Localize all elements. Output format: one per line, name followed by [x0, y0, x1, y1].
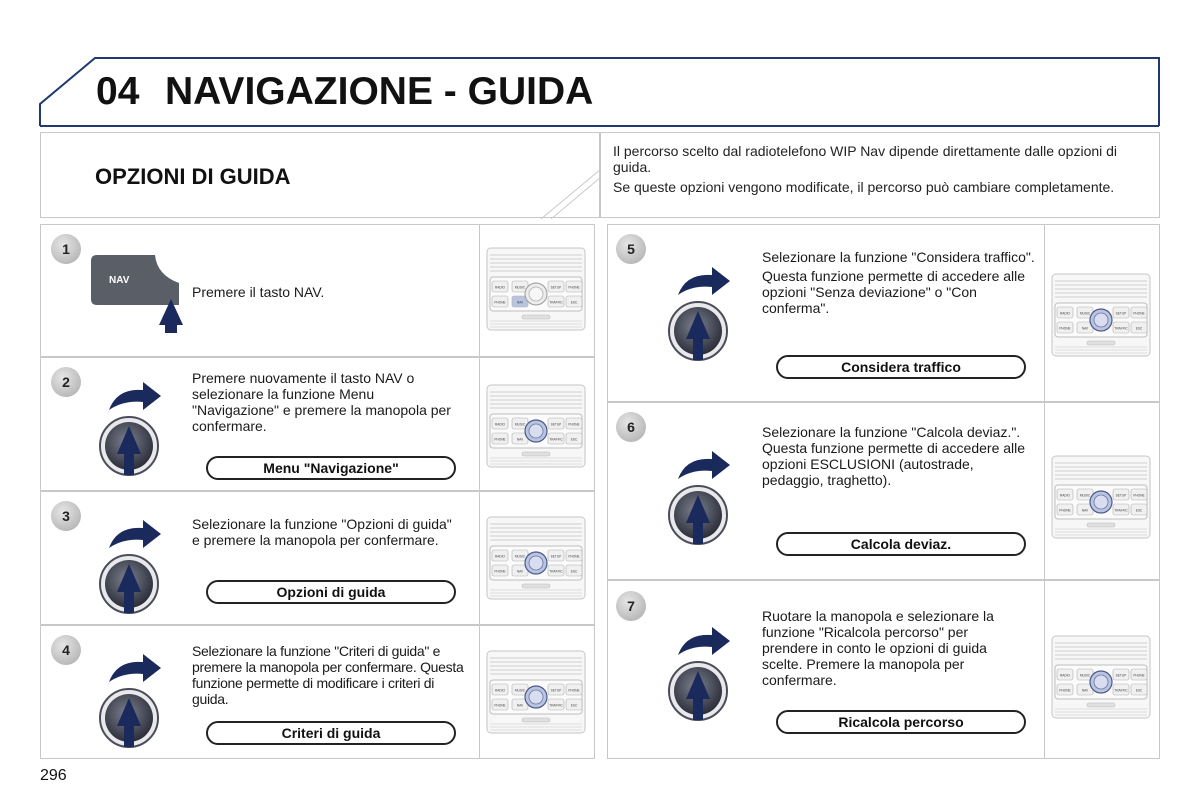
knob-rotate-press-icon: [99, 648, 169, 748]
svg-text:TRAFFIC: TRAFFIC: [549, 569, 563, 574]
svg-text:NAV: NAV: [516, 569, 524, 574]
nav-key-label: NAV: [109, 275, 130, 286]
svg-text:TRAFFIC: TRAFFIC: [1114, 508, 1128, 513]
panel-thumbnail-cell: [479, 225, 594, 356]
panel-thumbnail-cell: [1044, 581, 1159, 758]
intro-paragraph: Se queste opzioni vengono modificate, il percorso può cambiare completamente.: [613, 179, 1115, 195]
step-number: 1: [51, 234, 81, 264]
nav-key-icon: [91, 253, 201, 333]
svg-text:PHONE: PHONE: [1133, 493, 1145, 498]
svg-text:ESC: ESC: [570, 300, 578, 305]
svg-text:PHONE: PHONE: [494, 437, 506, 442]
step-7: [607, 580, 1160, 759]
svg-text:PHONE: PHONE: [1059, 688, 1071, 693]
svg-text:MUSIC: MUSIC: [1079, 311, 1091, 316]
svg-text:ESC: ESC: [570, 437, 578, 442]
svg-text:ESC: ESC: [570, 703, 578, 708]
radio-panel-thumbnail: [1051, 635, 1151, 719]
svg-text:NAV: NAV: [516, 300, 524, 305]
radio-panel-thumbnail: [486, 516, 586, 600]
svg-text:PHONE: PHONE: [1133, 311, 1145, 316]
step-4: [40, 625, 595, 759]
step-6: [607, 402, 1160, 580]
svg-text:MUSIC: MUSIC: [514, 285, 526, 290]
svg-text:TRAFFIC: TRAFFIC: [549, 703, 563, 708]
svg-text:MUSIC: MUSIC: [514, 422, 526, 427]
radio-panel-thumbnail: [1051, 455, 1151, 539]
svg-text:TRAFFIC: TRAFFIC: [549, 437, 563, 442]
svg-text:RADIO: RADIO: [494, 285, 506, 290]
step-text: [192, 370, 462, 437]
svg-text:NAV: NAV: [1081, 508, 1089, 513]
step-text-line: Questa funzione permette di accedere alle opzioni "Senza deviazione" o "Con conferma".: [762, 268, 1026, 316]
step-number: 7: [616, 591, 646, 621]
page-title: NAVIGAZIONE - GUIDA: [165, 70, 594, 113]
knob-rotate-press-icon: [668, 261, 738, 361]
ricalcola-percorso-option[interactable]: Ricalcola percorso: [776, 710, 1026, 734]
step-number: 3: [51, 501, 81, 531]
step-number: 4: [51, 635, 81, 665]
chapter-number: 04: [96, 70, 140, 113]
radio-panel-thumbnail: [486, 247, 586, 331]
step-text-line: Selezionare la funzione "Opzioni di guida" e premere la manopola per confermare.: [192, 516, 452, 548]
svg-text:ESC: ESC: [1135, 688, 1143, 693]
svg-text:MUSIC: MUSIC: [514, 554, 526, 559]
step-text: [762, 424, 1032, 491]
svg-text:RADIO: RADIO: [1059, 311, 1071, 316]
svg-text:PHONE: PHONE: [568, 688, 580, 693]
step-text: [762, 249, 1037, 319]
svg-text:PHONE: PHONE: [1133, 673, 1145, 678]
menu-navigazione-option[interactable]: Menu "Navigazione": [206, 456, 456, 480]
svg-text:PHONE: PHONE: [568, 422, 580, 427]
step-3: [40, 491, 595, 625]
radio-panel-thumbnail: [486, 384, 586, 468]
step-text: [762, 608, 1027, 691]
svg-text:SETUP: SETUP: [1115, 311, 1127, 316]
svg-text:PHONE: PHONE: [568, 554, 580, 559]
knob-rotate-press-icon: [99, 514, 169, 614]
intro-text: [613, 143, 1133, 195]
svg-text:SETUP: SETUP: [550, 285, 562, 290]
knob-rotate-press-icon: [99, 376, 169, 476]
svg-text:ESC: ESC: [1135, 508, 1143, 513]
svg-text:PHONE: PHONE: [1059, 326, 1071, 331]
svg-text:SETUP: SETUP: [550, 688, 562, 693]
radio-panel-thumbnail: [1051, 273, 1151, 357]
svg-text:MUSIC: MUSIC: [514, 688, 526, 693]
svg-text:RADIO: RADIO: [1059, 493, 1071, 498]
svg-text:SETUP: SETUP: [1115, 493, 1127, 498]
svg-text:SETUP: SETUP: [1115, 673, 1127, 678]
step-text: [192, 643, 464, 710]
panel-thumbnail-cell: [479, 492, 594, 624]
step-text: [192, 284, 462, 303]
svg-text:PHONE: PHONE: [494, 569, 506, 574]
svg-text:SETUP: SETUP: [550, 554, 562, 559]
intro-paragraph: Il percorso scelto dal radiotelefono WIP Nav dipende direttamente dalle opzioni di guida.: [613, 143, 1118, 175]
panel-thumbnail-cell: [1044, 225, 1159, 401]
considera-traffico-option[interactable]: Considera traffico: [776, 355, 1026, 379]
panel-thumbnail-cell: [479, 626, 594, 758]
page-number: 296: [40, 767, 67, 784]
knob-rotate-press-icon: [668, 445, 738, 545]
step-text-line: Selezionare la funzione "Criteri di guida" e premere la manopola per confermare. Questa funzione permette di modificare i criteri di guida.: [192, 643, 464, 707]
knob-rotate-press-icon: [668, 621, 738, 721]
svg-text:ESC: ESC: [570, 569, 578, 574]
svg-text:TRAFFIC: TRAFFIC: [1114, 326, 1128, 331]
svg-text:MUSIC: MUSIC: [1079, 493, 1091, 498]
criteri-di-guida-option[interactable]: Criteri di guida: [206, 721, 456, 745]
step-2: [40, 357, 595, 491]
svg-text:SETUP: SETUP: [550, 422, 562, 427]
svg-text:NAV: NAV: [1081, 326, 1089, 331]
svg-text:TRAFFIC: TRAFFIC: [549, 300, 563, 305]
step-number: 2: [51, 367, 81, 397]
step-text-line: Selezionare la funzione "Calcola deviaz.". Questa funzione permette di accedere alle opzioni ESCLUSIONI (autostrade, pedaggio, traghetto).: [762, 424, 1026, 488]
step-text: [192, 516, 462, 551]
step-text-line: Premere il tasto NAV.: [192, 284, 325, 300]
corner-fold-decoration: [531, 163, 601, 219]
calcola-deviaz-option[interactable]: Calcola deviaz.: [776, 532, 1026, 556]
svg-text:RADIO: RADIO: [494, 688, 506, 693]
opzioni-di-guida-option[interactable]: Opzioni di guida: [206, 580, 456, 604]
svg-text:NAV: NAV: [1081, 688, 1089, 693]
step-number: 6: [616, 412, 646, 442]
svg-text:PHONE: PHONE: [1059, 508, 1071, 513]
step-5: [607, 224, 1160, 402]
svg-text:RADIO: RADIO: [494, 422, 506, 427]
svg-text:RADIO: RADIO: [1059, 673, 1071, 678]
step-1: [40, 224, 595, 357]
panel-thumbnail-cell: [479, 358, 594, 490]
svg-text:PHONE: PHONE: [494, 300, 506, 305]
svg-text:MUSIC: MUSIC: [1079, 673, 1091, 678]
svg-text:NAV: NAV: [516, 703, 524, 708]
step-text-line: Selezionare la funzione "Considera traffico".: [762, 249, 1035, 265]
step-text-line: Ruotare la manopola e selezionare la funzione "Ricalcola percorso" per prendere in conto le opzioni di guida scelte. Premere la manopola per confermare.: [762, 608, 994, 688]
svg-text:PHONE: PHONE: [568, 285, 580, 290]
step-text-line: Premere nuovamente il tasto NAV o selezionare la funzione Menu "Navigazione" e premere la manopola per confermare.: [192, 370, 451, 434]
radio-panel-thumbnail: [486, 650, 586, 734]
svg-text:TRAFFIC: TRAFFIC: [1114, 688, 1128, 693]
svg-text:NAV: NAV: [516, 437, 524, 442]
panel-thumbnail-cell: [1044, 403, 1159, 579]
step-number: 5: [616, 234, 646, 264]
svg-text:PHONE: PHONE: [494, 703, 506, 708]
svg-text:ESC: ESC: [1135, 326, 1143, 331]
svg-text:RADIO: RADIO: [494, 554, 506, 559]
section-title: OPZIONI DI GUIDA: [95, 164, 291, 189]
